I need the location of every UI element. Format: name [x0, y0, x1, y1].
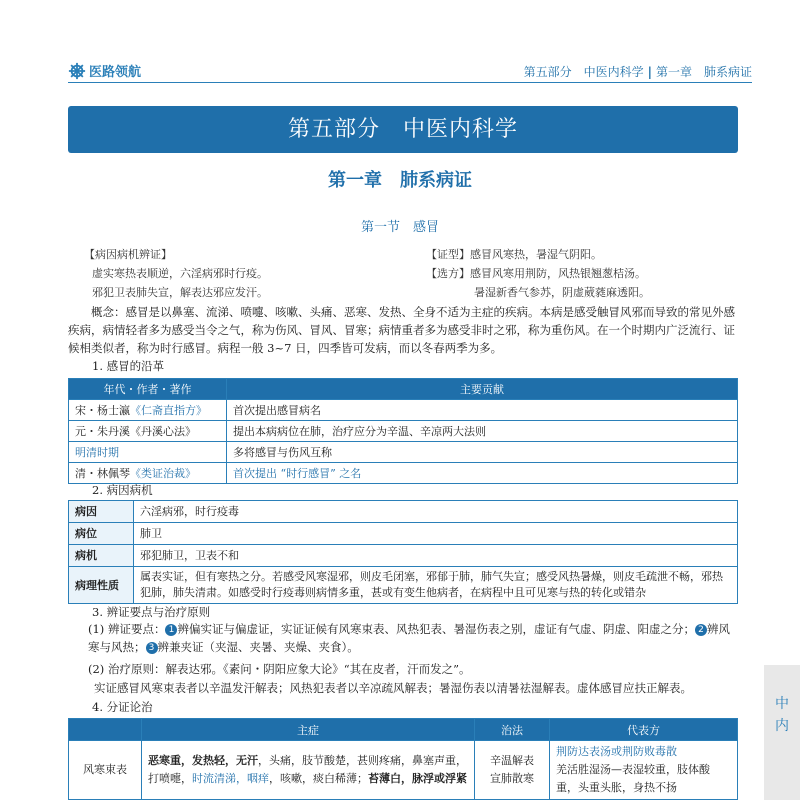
syndrome-table: [68, 718, 738, 800]
history-author: 明清时期: [69, 442, 227, 463]
table-header: 代表方: [550, 719, 738, 741]
table-row: [69, 463, 738, 484]
table-row: [69, 523, 738, 545]
running-head-chapter: 第一章 肺系病证: [655, 65, 752, 79]
concept-paragraph: 概念：感冒是以鼻塞、流涕、喷嚏、咳嗽、头痛、恶寒、发热、全身不适为主症的疾病。本病是感受触冒风邪而导致的常见外感疾病，病情轻者多为感受当令之气，称为伤风、冒风、冒寒；病情重者多为感受非时之邪，称为重伤风。在一个时期内广泛流行、证候相类似者，称为时行感冒。病程一般 3~7 日，四季皆可发病，而以冬春两季为多。: [68, 305, 735, 355]
symptom-key-2: 苔薄白，脉浮或浮紧: [368, 772, 467, 785]
verse-right-line: 暑湿新香气参苏，阴虚葳蕤麻透阳。: [474, 286, 650, 299]
number-badge-2: 2: [695, 624, 707, 636]
heading-etiology: 2. 病因病机: [92, 483, 153, 497]
history-author: [69, 421, 227, 442]
history-book: 《丹溪心法》: [130, 425, 196, 438]
etiology-key: 病因: [69, 501, 134, 523]
history-book: 《仁斋直指方》: [130, 404, 207, 417]
logo: [68, 61, 141, 80]
differentiation-lead: (1) 辨证要点：: [88, 622, 166, 636]
symptom-text-2: ，咳嗽，痰白稀薄；: [269, 772, 368, 785]
header-rule: [68, 82, 752, 83]
table-header: 主要贡献: [227, 379, 738, 400]
side-tab-char: 内: [775, 718, 789, 734]
table-row: [69, 545, 738, 567]
differentiation-point-1: 辨偏实证与偏虚证，实证证候有风寒束表、风热犯表、暑湿伤表之别，虚证有气虚、阴虚、阳虚之分；: [177, 622, 695, 636]
page-header: [0, 56, 800, 88]
etiology-value: 邪犯肺卫，卫表不和: [134, 545, 738, 567]
history-contribution: 首次提出 “时行感冒” 之名: [227, 463, 738, 484]
running-head-separator: |: [647, 65, 652, 79]
side-tab[interactable]: [764, 665, 800, 800]
syndrome-symptoms: [142, 741, 475, 800]
table-row: [69, 421, 738, 442]
side-tab-char: 中: [775, 696, 789, 712]
history-author-name: 元・朱丹溪: [75, 425, 130, 438]
history-book: 《类证治裁》: [130, 467, 196, 480]
history-author-name: 宋・杨士瀛: [75, 404, 130, 417]
history-contribution: 提出本病病位在肺，治疗应分为辛温、辛凉两大法则: [227, 421, 738, 442]
differentiation-point-3: 辨兼夹证（夹湿、夹暑、夹燥、夹食）。: [157, 640, 359, 654]
table-row: [69, 442, 738, 463]
table-header-row: [69, 719, 738, 741]
number-badge-3: 3: [146, 642, 158, 654]
etiology-key: 病位: [69, 523, 134, 545]
verse-left-line: 邪犯卫表肺失宣，解表达邪应发汗。: [92, 286, 268, 299]
table-row: [69, 741, 738, 800]
running-head: [524, 63, 752, 80]
history-contribution: 多将感冒与伤风互称: [227, 442, 738, 463]
etiology-value: 六淫病邪，时行疫毒: [134, 501, 738, 523]
etiology-value: 肺卫: [134, 523, 738, 545]
table-row: [69, 400, 738, 421]
history-table: [68, 378, 738, 484]
differentiation-paragraph: [68, 620, 738, 656]
history-contribution: 首次提出感冒病名: [227, 400, 738, 421]
ship-wheel-icon: [68, 62, 86, 80]
verse-right-line: 【证型】感冒风寒热，暑湿气阴阳。: [426, 248, 602, 261]
table-header: 主症: [142, 719, 475, 741]
heading-principles: 3. 辨证要点与治疗原则: [92, 605, 211, 619]
number-badge-1: 1: [165, 624, 177, 636]
table-header: 治法: [475, 719, 550, 741]
table-header-row: [69, 379, 738, 400]
treatment-principle-detail: 实证感冒风寒束表者以辛温发汗解表；风热犯表者以辛凉疏风解表；暑湿伤表以清暑祛湿解表。虚体感冒应扶正解表。: [94, 681, 692, 695]
etiology-table: [68, 500, 738, 604]
verse-right: [426, 245, 650, 302]
etiology-key: 病理性质: [69, 567, 134, 604]
history-author-name: 清・林佩琴: [75, 467, 130, 480]
verse-left-line: 虚实寒热表顺逆，六淫病邪时行疫。: [92, 267, 268, 280]
section-title: 第一节 感冒: [360, 220, 439, 235]
part-banner: 第五部分 中医内科学: [68, 106, 738, 153]
heading-history: 1. 感冒的沿革: [92, 359, 165, 373]
logo-text: 医路领航: [89, 65, 142, 80]
table-row: [69, 567, 738, 604]
symptom-highlight: 时流清涕，咽痒: [192, 772, 269, 785]
formula-alternative: 羌活胜湿汤—表湿较重，肢体酸重，头重头胀，身热不扬: [556, 763, 710, 794]
representative-formula: [550, 741, 738, 800]
verse-left: [84, 245, 268, 302]
symptom-key-1: 恶寒重，发热轻，无汗: [148, 754, 258, 767]
table-header-blank: [69, 719, 142, 741]
symptom-text-1: ，头痛，肢节酸楚，甚则疼痛，鼻塞声重，打喷嚏，: [148, 754, 467, 785]
heading-syndromes: 4. 分证论治: [92, 700, 153, 714]
verse-left-line: 【病因病机辨证】: [84, 248, 172, 261]
etiology-value: 属表实证，但有寒热之分。若感受风寒湿邪，则皮毛闭塞，邪郁于肺，肺气失宣；感受风热暑燥，则皮毛疏泄不畅，邪热犯肺，肺失清肃。如感受时行疫毒则病情多重，甚或有变生他病者，在病程中且可见寒与热的转化或错杂: [134, 567, 738, 604]
chapter-title: 第一章 肺系病证: [328, 170, 472, 191]
table-row: [69, 501, 738, 523]
verse-right-line: 【选方】感冒风寒用荆防，风热银翘葱桔汤。: [426, 267, 646, 280]
history-author: [69, 400, 227, 421]
running-head-part: 第五部分 中医内科学: [523, 65, 644, 79]
formula-primary: 荆防达表汤或荆防败毒散: [556, 745, 677, 758]
syndrome-name: 风寒束表: [69, 741, 142, 800]
table-header: 年代・作者・著作: [69, 379, 227, 400]
etiology-key: 病机: [69, 545, 134, 567]
differentiation-point-2: 辨风寒与风热；: [88, 622, 730, 654]
history-author: [69, 463, 227, 484]
treatment-principle: (2) 治疗原则：解表达邪。《素问・阴阳应象大论》“其在皮者，汗而发之”。: [88, 662, 471, 676]
treatment-method: 辛温解表 宣肺散寒: [475, 741, 550, 800]
